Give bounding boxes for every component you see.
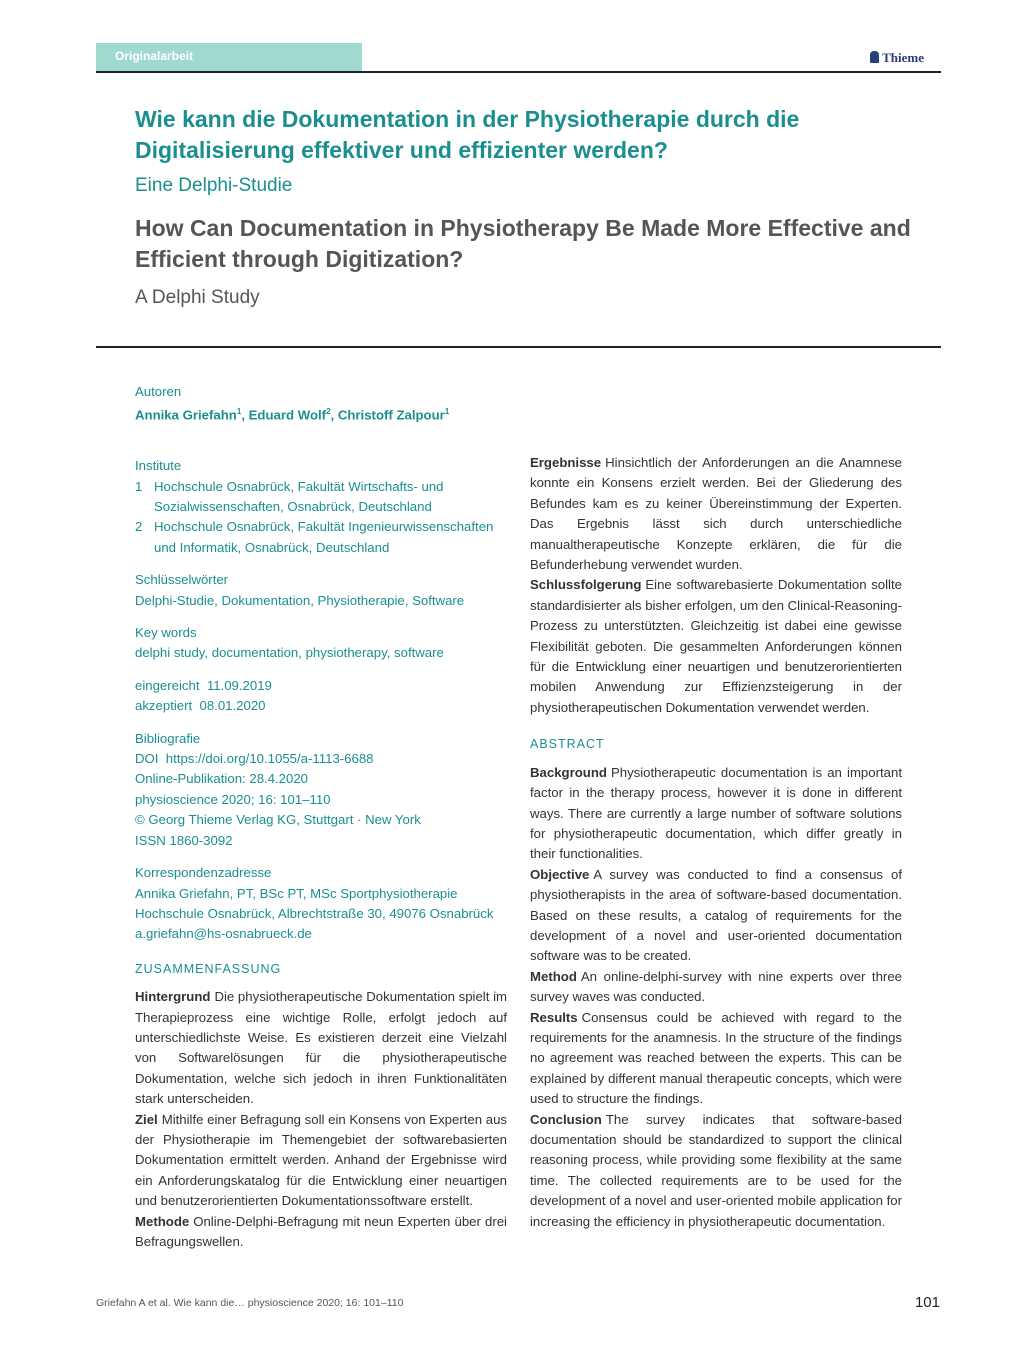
zusammenfassung-paragraph xyxy=(135,987,507,1109)
author-affiliation: 2 xyxy=(326,407,331,417)
abstract-paragraph xyxy=(530,1110,902,1232)
paragraph-lead: Objective xyxy=(530,866,590,882)
institutes-block xyxy=(135,456,507,558)
institute-text: Hochschule Osnabrück, Fakultät Ingenieurwissenschaften und Informatik, Osnabrück, Deutschland xyxy=(154,519,494,555)
authors-block xyxy=(135,382,507,426)
paragraph-lead: Conclusion xyxy=(530,1111,602,1127)
paragraph-text: Mithilfe einer Befragung soll ein Konsens von Experten aus der Physiotherapie im Themengebiet der softwarebasierten Dokumentation ermittelt werden. Anhand der Ergebnisse wird ein Anforderungskatalog für die Entwicklung einer neuartigen und benutzerorientierten Dokumentationssoftware erstellt. xyxy=(135,1111,507,1209)
paragraph-text: Die physiotherapeutische Dokumentation spielt im Therapieprozess eine wichtige Rolle, erfolgt jedoch auf unterschiedlichste Weise. Es existieren derzeit eine Vielzahl von Softwarelösungen für die physiotherapeutische Dokumentation, welche sich jedoch in ihren Funktionalitäten stark unterscheiden. xyxy=(135,989,507,1107)
author-separator: , xyxy=(241,407,249,423)
publisher-logo xyxy=(870,50,924,66)
publisher-name: Thieme xyxy=(882,50,924,65)
title-german: Wie kann die Dokumentation in der Physiotherapie durch die Digitalisierung effektiver und effizienter werden? xyxy=(135,106,800,163)
paragraph-lead: Ergebnisse xyxy=(530,455,602,470)
header-rule xyxy=(96,71,941,73)
correspondence-address: Hochschule Osnabrück, Albrechtstraße 30, 49076 Osnabrück xyxy=(135,905,494,921)
title-english: How Can Documentation in Physiotherapy Be Made More Effective and Efficient through Digitization? xyxy=(135,215,911,272)
paragraph-lead: Ziel xyxy=(135,1111,158,1127)
paragraph-text: Online-Delphi-Befragung mit neun Experten über drei Befragungswellen. xyxy=(135,1213,507,1250)
abstract-paragraph xyxy=(530,1008,902,1110)
paragraph-lead: Method xyxy=(530,968,577,984)
zusammenfassung-paragraph xyxy=(135,1110,507,1212)
paragraph-text: Hinsichtlich der Anforderungen an die Anamnese konnte ein Konsens erzielt werden. Bei der Gliederung des Befundes kam es zu keiner Übereinstimmung der Experten. Das Ergebnis lässt sich durch unterschiedliche manualtherapeutische Konzepte erklären, die für die Befunderhebung verwendet wurden. xyxy=(530,455,902,573)
left-column xyxy=(135,382,507,1252)
abstract-paragraph xyxy=(530,763,902,865)
author-name: Eduard Wolf xyxy=(248,407,327,423)
online-publication: Online-Publikation: 28.4.2020 xyxy=(135,771,309,787)
keywords-de-block xyxy=(135,570,507,611)
copyright: © Georg Thieme Verlag KG, Stuttgart · New York xyxy=(135,812,421,828)
accepted-date xyxy=(135,696,507,716)
doi-line xyxy=(135,749,507,769)
paragraph-lead: Methode xyxy=(135,1213,190,1229)
submitted-value: 11.09.2019 xyxy=(206,677,272,693)
keywords-de-label: Schlüsselwörter xyxy=(135,572,229,588)
right-column xyxy=(530,453,902,1232)
institute-item xyxy=(135,517,507,558)
abstract-heading: ABSTRACT xyxy=(530,737,605,752)
dates-block xyxy=(135,676,507,717)
doi-label: DOI xyxy=(135,751,159,767)
authors-label: Autoren xyxy=(135,384,182,399)
zusammenfassung-paragraph xyxy=(530,575,902,718)
correspondence-name: Annika Griefahn, PT, BSc PT, MSc Sportphysiotherapie xyxy=(135,885,458,901)
footer-citation: Griefahn A et al. Wie kann die… physioscience 2020; 16: 101–110 xyxy=(96,1297,404,1309)
keywords-en-text: delphi study, documentation, physiotherapy, software xyxy=(135,645,444,661)
institute-number: 2 xyxy=(135,519,143,535)
paragraph-text: The survey indicates that software-based documentation should be standardized to support the clinical reasoning process, while providing some flexibility at the same time. The collected requirements are to be used for the development of a novel and user-oriented mobile application for increasing the efficiency in physiotherapeutic documentation. xyxy=(530,1111,902,1229)
issn: ISSN 1860-3092 xyxy=(135,832,233,848)
accepted-label: akzeptiert xyxy=(135,698,193,714)
author-affiliation: 1 xyxy=(236,407,242,417)
paragraph-lead: Results xyxy=(530,1009,578,1025)
paragraph-text: Physiotherapeutic documentation is an important factor in the therapy process, however it is done in different ways. There are currently a large number of software solutions for physiotherapeutic documentation, which differ greatly in their functionalities. xyxy=(530,764,902,862)
zusammenfassung-paragraph xyxy=(135,1212,507,1253)
paragraph-text: An online-delphi-survey with nine experts over three survey waves was conducted. xyxy=(530,968,902,1005)
author-name: Annika Griefahn xyxy=(135,407,237,423)
section-tag: Originalarbeit xyxy=(96,43,362,71)
bibliography-block xyxy=(135,729,507,851)
institutes-label: Institute xyxy=(135,458,182,474)
correspondence-label: Korrespondenzadresse xyxy=(135,865,272,881)
keywords-de-text: Delphi-Studie, Dokumentation, Physiotherapie, Software xyxy=(135,592,465,608)
institute-text: Hochschule Osnabrück, Fakultät Wirtschafts- und Sozialwissenschaften, Osnabrück, Deutschland xyxy=(154,478,444,515)
journal-citation: physioscience 2020; 16: 101–110 xyxy=(135,791,331,807)
institute-item xyxy=(135,477,507,518)
abstract-paragraph xyxy=(530,967,902,1008)
paragraph-lead: Background xyxy=(530,764,607,780)
accepted-value: 08.01.2020 xyxy=(199,698,266,714)
submitted-date xyxy=(135,676,507,696)
paragraph-text: A survey was conducted to find a consensus of physiotherapists in the area of software-based documentation. Based on these results, a catalog of requirements for the development of a novel and user-oriented documentation software was to be created. xyxy=(530,866,902,964)
keywords-en-label: Key words xyxy=(135,625,197,641)
correspondence-block xyxy=(135,863,507,945)
subtitle-english: A Delphi Study xyxy=(135,287,260,308)
institute-number: 1 xyxy=(135,478,143,494)
title-rule xyxy=(96,346,941,348)
subtitle-german: Eine Delphi-Studie xyxy=(135,175,293,196)
submitted-label: eingereicht xyxy=(135,677,200,693)
paragraph-lead: Schlussfolgerung xyxy=(530,577,642,593)
zusammenfassung-paragraph xyxy=(530,453,902,575)
paragraph-text: Eine softwarebasierte Dokumentation sollte standardisierter als bisher erfolgen, um den Clinical-Reasoning-Prozess zu unterstützten. Gleichzeitig ist dabei eine gewisse Flexibilität geboten. Die gesammelten Anforderungen können für die Entwicklung einer neuartigen und benutzerorientierten mobilen Anwendung zur Effizienzsteigerung in der physiotherapeutischen Dokumentation verwendet werden. xyxy=(530,577,902,715)
authors-list xyxy=(135,402,507,426)
correspondence-email[interactable]: a.griefahn@hs-osnabrueck.de xyxy=(135,926,312,942)
zusammenfassung-heading: ZUSAMMENFASSUNG xyxy=(135,961,282,976)
doi-link[interactable]: https://doi.org/10.1055/a-1113-6688 xyxy=(165,751,374,767)
author-affiliation: 1 xyxy=(444,407,450,417)
keywords-en-block xyxy=(135,623,507,664)
paragraph-lead: Hintergrund xyxy=(135,989,211,1005)
author-separator: , xyxy=(330,407,338,423)
paragraph-text: Consensus could be achieved with regard to the requirements for the anamnesis. In the structure of the findings no agreement was reached between the experts. This can be explained by different manual therapeutic concepts, which were used to structure the findings. xyxy=(530,1009,902,1107)
bibliography-label: Bibliografie xyxy=(135,730,201,746)
author-name: Christoff Zalpour xyxy=(337,407,445,423)
page-number: 101 xyxy=(914,1294,940,1311)
abstract-paragraph xyxy=(530,865,902,967)
thieme-logo-icon xyxy=(870,51,879,63)
